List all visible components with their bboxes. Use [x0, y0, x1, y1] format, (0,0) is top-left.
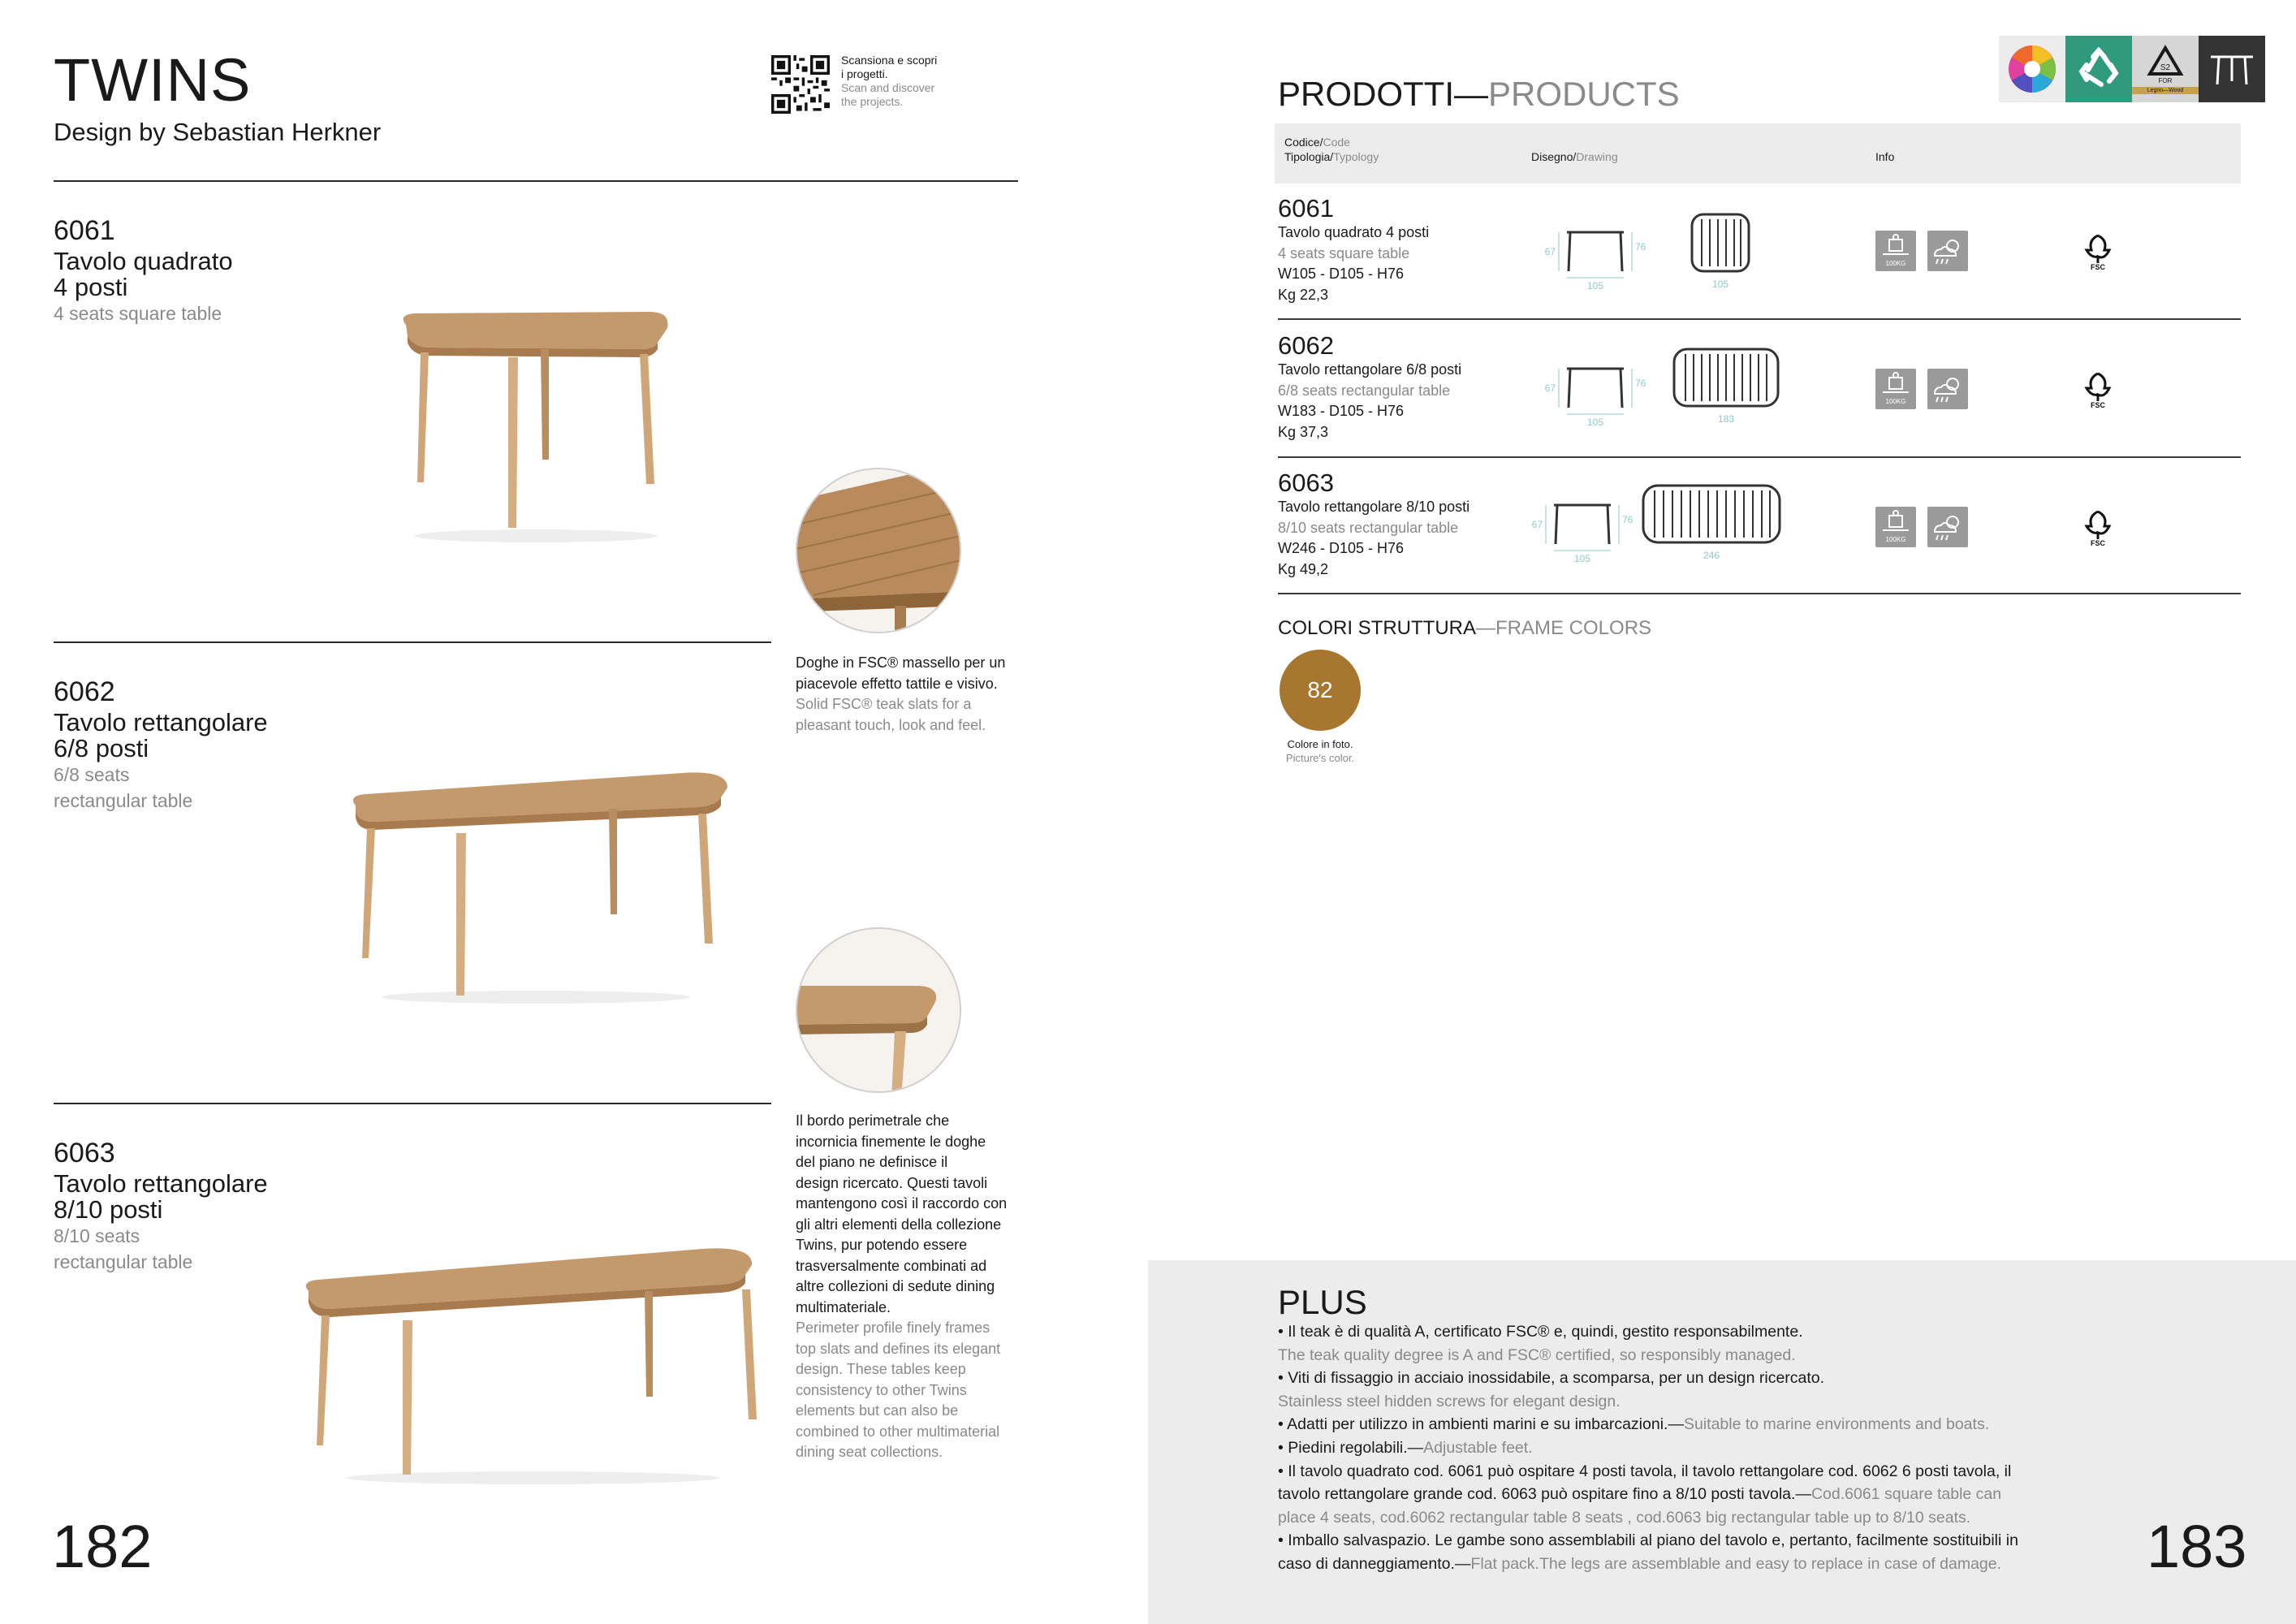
row-weight: Kg 37,3 — [1278, 423, 1329, 440]
header-drawing-it: Disegno/ — [1531, 150, 1577, 163]
weight-badge: 100KG — [1885, 398, 1906, 405]
products-title-sep: — — [1454, 75, 1488, 113]
row-code: 6063 — [1278, 469, 1334, 497]
product-name-it: Tavolo rettangolare — [54, 708, 268, 736]
product-name-it: Tavolo rettangolare — [54, 1169, 268, 1198]
edge-detail-image — [796, 927, 961, 1093]
row-6061-top-drawing — [1684, 211, 1757, 292]
note-line: piacevole effetto tattile e visivo. — [796, 675, 998, 692]
product-name-it-2: 6/8 posti — [54, 734, 149, 762]
qr-caption-it-2: i progetti. — [841, 67, 888, 80]
plus-item — [1278, 1436, 2041, 1460]
product-6062-image — [341, 763, 739, 1007]
swatch-caption-en: Picture's color. — [1285, 752, 1355, 764]
wood-material-icon — [2132, 36, 2199, 102]
header-code-col — [1284, 135, 1379, 164]
plus-item-it: • Viti di fissaggio in acciaio inossidabile, a scomparsa, per un design ricercato. — [1278, 1369, 1825, 1388]
note-line: Il bordo perimetrale che — [796, 1112, 950, 1129]
header-info-col: Info — [1875, 150, 1895, 163]
products-title — [1278, 75, 1680, 114]
plus-item-en: Suitable to marine environments and boats. — [1683, 1415, 1990, 1434]
note-line-en: combined to other multimaterial — [796, 1423, 1000, 1440]
dim-label: 246 — [1703, 550, 1720, 561]
row-dimensions: W105 - D105 - H76 — [1278, 266, 1405, 282]
plus-item-it: • Adatti per utilizzo in ambienti marini e su imbarcazioni.— — [1278, 1415, 1684, 1434]
product-divider-2 — [54, 1103, 771, 1104]
products-title-en: PRODUCTS — [1488, 75, 1680, 113]
plus-item-en: Adjustable feet. — [1423, 1438, 1533, 1457]
row-code: 6062 — [1278, 331, 1334, 360]
page-number-right: 183 — [2147, 1513, 2247, 1580]
plus-item — [1278, 1320, 2041, 1367]
dim-label: 183 — [1717, 413, 1735, 425]
qr-caption-en-2: the projects. — [841, 95, 904, 108]
product-code: 6063 — [54, 1138, 115, 1168]
dim-label: 76 — [1635, 241, 1646, 253]
header-divider — [54, 180, 1018, 182]
row-6061-side-drawing — [1543, 218, 1648, 291]
frame-colors-title — [1278, 617, 1651, 640]
row-6062-side-drawing — [1543, 354, 1648, 427]
designer-credit: Design by Sebastian Herkner — [54, 118, 382, 146]
wood-icon-label: Legno—Wood — [2132, 87, 2199, 94]
note-line-en: Solid FSC® teak slats for a — [796, 696, 972, 712]
plus-item-en: Flat pack.The legs are assemblable and easy to replace in case of damage. — [1470, 1554, 2002, 1573]
header-code-it: Codice/ — [1284, 136, 1323, 149]
plus-item-it: • Il tavolo quadrato cod. 6061 può ospitare 4 posti tavola, il tavolo rettangolare cod. 6062 6 posti tavola, il tavolo rettangolare grande cod. 6063 può ospitare fino a 8/10 posti tavola.— — [1278, 1462, 2012, 1504]
row-6063-side-drawing — [1530, 490, 1635, 564]
product-6061-image — [382, 300, 690, 544]
note-line: mantengono così il raccordo con — [796, 1195, 1008, 1212]
weight-capacity-icon — [1875, 231, 1916, 271]
product-6061-heading — [54, 215, 233, 326]
dim-label: 67 — [1544, 246, 1556, 257]
header-type-en: Typology — [1333, 150, 1379, 163]
plus-item-it: • Piedini regolabili.— — [1278, 1438, 1424, 1457]
product-6063-image — [297, 1242, 768, 1486]
note-line: multimateriale. — [796, 1298, 891, 1315]
row-weight: Kg 49,2 — [1278, 560, 1329, 577]
plus-list — [1278, 1320, 2041, 1576]
plus-item — [1278, 1529, 2041, 1575]
note-line-en: pleasant touch, look and feel. — [796, 716, 986, 733]
note-line: altre collezioni di sedute dining — [796, 1278, 995, 1294]
note-line: design ricercato. Questi tavoli — [796, 1174, 988, 1191]
row-6062-top-drawing — [1669, 346, 1783, 427]
product-divider-1 — [54, 641, 771, 643]
fsc-icon — [2080, 370, 2116, 413]
dim-label: 105 — [1711, 279, 1729, 290]
plus-item — [1278, 1367, 2041, 1413]
product-name-en-2: rectangular table — [54, 790, 193, 811]
swatch-caption-it: Colore in foto. — [1287, 738, 1353, 750]
row-name-en: 8/10 seats rectangular table — [1278, 519, 1459, 536]
row-6063-top-drawing — [1640, 482, 1783, 564]
note-line-en: consistency to other Twins — [796, 1381, 967, 1398]
weight-badge: 100KG — [1885, 260, 1906, 267]
plus-item — [1278, 1460, 2041, 1530]
color-wheel-icon — [1999, 36, 2065, 102]
header-drawing-en: Drawing — [1576, 150, 1618, 163]
weight-badge: 100KG — [1885, 536, 1906, 543]
slats-note — [796, 653, 1015, 736]
weather-resistant-icon — [1927, 369, 1968, 409]
dim-label: 105 — [1586, 280, 1604, 291]
plus-item-it: • Il teak è di qualità A, certificato FSC® e, quindi, gestito responsabilmente. — [1278, 1323, 1803, 1341]
qr-caption-it-1: Scansiona e scopri — [841, 54, 938, 67]
product-6063-heading — [54, 1140, 268, 1275]
fsc-label: FSC — [2091, 401, 2105, 409]
weight-capacity-icon — [1875, 369, 1916, 409]
weather-resistant-icon — [1927, 507, 1968, 547]
note-line: incornicia finemente le doghe — [796, 1133, 986, 1150]
qr-caption — [841, 54, 963, 109]
product-name-en: 4 seats square table — [54, 303, 222, 324]
edge-note — [796, 1111, 1015, 1463]
note-line-en: dining seat collections. — [796, 1444, 943, 1460]
table-type-icon — [2199, 36, 2265, 102]
product-code: 6061 — [54, 215, 115, 246]
plus-item-en: Stainless steel hidden screws for elegant design. — [1278, 1392, 1621, 1410]
slats-detail-image — [796, 468, 961, 633]
product-name-it-2: 8/10 posti — [54, 1195, 163, 1224]
note-line: Twins, pur potendo essere — [796, 1237, 968, 1253]
row-name-it: Tavolo rettangolare 8/10 posti — [1278, 499, 1470, 515]
frame-colors-sep: — — [1476, 617, 1496, 639]
wood-icon-sub: FOR — [2158, 76, 2173, 84]
product-6062-heading — [54, 676, 268, 814]
fsc-label: FSC — [2091, 539, 2105, 547]
row-divider — [1278, 456, 2241, 458]
frame-colors-it: COLORI STRUTTURA — [1278, 617, 1477, 639]
row-code: 6061 — [1278, 194, 1334, 222]
note-line: Doghe in FSC® massello per un — [796, 654, 1006, 671]
product-name-en: 8/10 seats — [54, 1225, 140, 1246]
weather-resistant-icon — [1927, 231, 1968, 271]
product-name-en-2: rectangular table — [54, 1251, 193, 1272]
header-type-it: Tipologia/ — [1284, 150, 1334, 163]
note-line: gli altri elementi della collezione — [796, 1216, 1002, 1233]
swatch-caption — [1265, 737, 1375, 765]
products-table-header — [1275, 123, 2241, 184]
row-divider — [1278, 318, 2241, 320]
row-dimensions: W183 - D105 - H76 — [1278, 403, 1405, 419]
fsc-icon — [2080, 508, 2116, 551]
product-name-en: 6/8 seats — [54, 764, 130, 785]
plus-title: PLUS — [1278, 1283, 1367, 1321]
qr-code-icon[interactable] — [771, 55, 830, 114]
products-title-it: PRODOTTI — [1278, 75, 1454, 113]
dim-label: 76 — [1622, 514, 1634, 525]
plus-item-en: The teak quality degree is A and FSC® certified, so responsibly managed. — [1278, 1345, 1796, 1364]
header-code-en: Code — [1323, 136, 1350, 149]
note-line-en: Perimeter profile finely frames — [796, 1320, 990, 1336]
fsc-label: FSC — [2091, 263, 2105, 271]
plus-item-en: Cod.6061 square table can place 4 seats, cod.6062 rectangular table 8 seats , cod.6063 big rectangular table up to 8/10 seats. — [1278, 1485, 2002, 1527]
row-dimensions: W246 - D105 - H76 — [1278, 540, 1405, 556]
product-code: 6062 — [54, 676, 115, 707]
note-line-en: top slats and defines its elegant — [796, 1340, 1001, 1357]
frame-color-swatch[interactable]: 82 — [1280, 650, 1361, 731]
collection-title: TWINS — [54, 46, 252, 114]
frame-colors-en: FRAME COLORS — [1495, 617, 1652, 639]
row-divider — [1278, 593, 2241, 594]
qr-caption-en-1: Scan and discover — [841, 81, 935, 94]
note-line: del piano ne definisce il — [796, 1154, 948, 1170]
dim-label: 105 — [1586, 417, 1604, 427]
plus-item — [1278, 1413, 2041, 1436]
dim-label: 67 — [1544, 382, 1556, 394]
row-name-en: 6/8 seats rectangular table — [1278, 382, 1451, 399]
header-drawing-col — [1531, 149, 1618, 164]
weight-capacity-icon — [1875, 507, 1916, 547]
dim-label: 67 — [1531, 519, 1543, 530]
dim-label: 76 — [1635, 378, 1646, 389]
row-name-it: Tavolo quadrato 4 posti — [1278, 224, 1430, 240]
plus-item-it: • Imballo salvaspazio. Le gambe sono assemblabili al piano del tavolo e, pertanto, facilmente sostituibili in caso di danneggiamento.— — [1278, 1531, 2018, 1573]
recycle-icon — [2065, 36, 2132, 102]
wood-icon-top: S2 — [2160, 63, 2171, 72]
row-name-it: Tavolo rettangolare 6/8 posti — [1278, 361, 1462, 378]
row-name-en: 4 seats square table — [1278, 244, 1410, 261]
fsc-icon — [2080, 232, 2116, 275]
product-name-it: Tavolo quadrato — [54, 247, 233, 275]
row-weight: Kg 22,3 — [1278, 286, 1329, 303]
product-name-it-2: 4 posti — [54, 273, 128, 301]
dim-label: 105 — [1573, 553, 1591, 564]
note-line: trasversalmente combinati ad — [796, 1257, 987, 1274]
note-line-en: design. These tables keep — [796, 1361, 966, 1377]
page-number-left: 182 — [52, 1513, 153, 1580]
feature-icons-bar — [1999, 36, 2265, 104]
note-line-en: elements but can also be — [796, 1402, 959, 1419]
